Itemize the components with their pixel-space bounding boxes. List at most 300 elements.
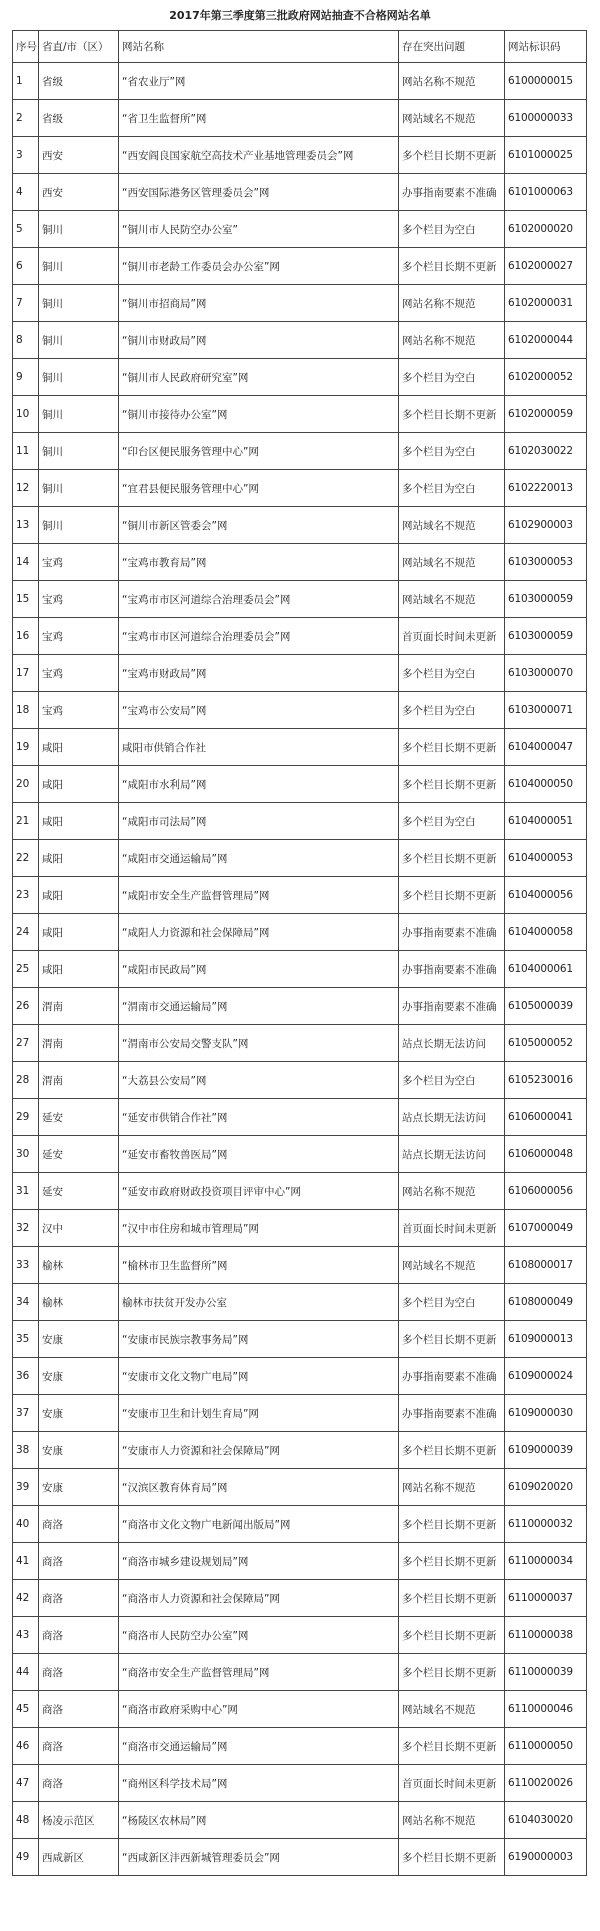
cell-serial-number: 18: [13, 692, 39, 729]
table-row: [13, 1839, 587, 1876]
cell-serial-number: 28: [13, 1062, 39, 1099]
table-body: [13, 63, 587, 1876]
cell-website-name: “延安市供销合作社”网: [119, 1099, 399, 1136]
table-row: [13, 581, 587, 618]
table-row: [13, 1025, 587, 1062]
cell-region: 铜川: [39, 396, 119, 433]
cell-website-name: “汉中市住房和城市管理局”网: [119, 1210, 399, 1247]
cell-website-code: 6107000049: [505, 1210, 587, 1247]
cell-website-name: “铜川市接待办公室”网: [119, 396, 399, 433]
header-serial-number: 序号: [13, 31, 39, 63]
header-region: 省直/市（区）: [39, 31, 119, 63]
cell-region: 安康: [39, 1432, 119, 1469]
cell-issue: 多个栏目为空白: [399, 359, 505, 396]
cell-issue: 多个栏目长期不更新: [399, 729, 505, 766]
cell-website-name: “渭南市交通运输局”网: [119, 988, 399, 1025]
cell-website-code: 6103000070: [505, 655, 587, 692]
cell-website-code: 6102000027: [505, 248, 587, 285]
cell-website-code: 6108000049: [505, 1284, 587, 1321]
cell-serial-number: 23: [13, 877, 39, 914]
cell-serial-number: 25: [13, 951, 39, 988]
cell-website-name: “汉滨区教育体育局”网: [119, 1469, 399, 1506]
cell-website-code: 6105230016: [505, 1062, 587, 1099]
cell-serial-number: 8: [13, 322, 39, 359]
cell-issue: 多个栏目长期不更新: [399, 1321, 505, 1358]
table-row: [13, 1321, 587, 1358]
cell-website-code: 6102030022: [505, 433, 587, 470]
cell-website-code: 6102000031: [505, 285, 587, 322]
cell-website-code: 6101000063: [505, 174, 587, 211]
cell-issue: 首页面长时间未更新: [399, 1210, 505, 1247]
table-row: [13, 1432, 587, 1469]
cell-website-code: 6102000044: [505, 322, 587, 359]
cell-region: 延安: [39, 1136, 119, 1173]
cell-issue: 网站域名不规范: [399, 544, 505, 581]
cell-website-code: 6110000037: [505, 1580, 587, 1617]
cell-website-name: “咸阳人力资源和社会保障局”网: [119, 914, 399, 951]
cell-issue: 网站域名不规范: [399, 581, 505, 618]
cell-issue: 多个栏目长期不更新: [399, 1432, 505, 1469]
cell-serial-number: 19: [13, 729, 39, 766]
cell-region: 宝鸡: [39, 544, 119, 581]
cell-website-code: 6104000053: [505, 840, 587, 877]
cell-website-name: “商洛市安全生产监督管理局”网: [119, 1654, 399, 1691]
cell-website-code: 6102000020: [505, 211, 587, 248]
cell-website-name: “商洛市政府采购中心”网: [119, 1691, 399, 1728]
cell-issue: 多个栏目长期不更新: [399, 1617, 505, 1654]
cell-website-name: “延安市政府财政投资项目评审中心”网: [119, 1173, 399, 1210]
cell-website-name: “宝鸡市财政局”网: [119, 655, 399, 692]
table-row: [13, 1136, 587, 1173]
cell-website-name: 咸阳市供销合作社: [119, 729, 399, 766]
table-row: [13, 729, 587, 766]
cell-website-name: “宝鸡市市区河道综合治理委员会”网: [119, 581, 399, 618]
cell-serial-number: 3: [13, 137, 39, 174]
table-row: [13, 137, 587, 174]
cell-website-code: 6102000059: [505, 396, 587, 433]
cell-website-name: “商洛市人民防空办公室”网: [119, 1617, 399, 1654]
cell-website-name: “铜川市人民政府研究室”网: [119, 359, 399, 396]
cell-region: 榆林: [39, 1247, 119, 1284]
table-row: [13, 1099, 587, 1136]
cell-website-name: “咸阳市水利局”网: [119, 766, 399, 803]
table-row: [13, 951, 587, 988]
cell-website-code: 6109000024: [505, 1358, 587, 1395]
table-row: [13, 1469, 587, 1506]
cell-serial-number: 38: [13, 1432, 39, 1469]
cell-serial-number: 11: [13, 433, 39, 470]
cell-website-name: “印台区便民服务管理中心”网: [119, 433, 399, 470]
cell-issue: 多个栏目长期不更新: [399, 1580, 505, 1617]
cell-website-name: “咸阳市交通运输局”网: [119, 840, 399, 877]
table-row: [13, 507, 587, 544]
cell-issue: 多个栏目为空白: [399, 1062, 505, 1099]
cell-region: 铜川: [39, 211, 119, 248]
cell-region: 商洛: [39, 1543, 119, 1580]
cell-issue: 网站名称不规范: [399, 322, 505, 359]
table-row: [13, 544, 587, 581]
cell-region: 渭南: [39, 988, 119, 1025]
cell-website-name: “省卫生监督所”网: [119, 100, 399, 137]
cell-serial-number: 21: [13, 803, 39, 840]
cell-region: 西安: [39, 174, 119, 211]
cell-website-name: “大荔县公安局”网: [119, 1062, 399, 1099]
table-row: [13, 396, 587, 433]
cell-serial-number: 26: [13, 988, 39, 1025]
cell-region: 宝鸡: [39, 655, 119, 692]
cell-serial-number: 14: [13, 544, 39, 581]
table-row: [13, 1691, 587, 1728]
table-row: [13, 766, 587, 803]
cell-issue: 多个栏目长期不更新: [399, 766, 505, 803]
cell-issue: 网站域名不规范: [399, 1247, 505, 1284]
cell-issue: 办事指南要素不准确: [399, 1395, 505, 1432]
cell-website-name: “宝鸡市市区河道综合治理委员会”网: [119, 618, 399, 655]
header-website-code: 网站标识码: [505, 31, 587, 63]
cell-website-code: 6110000032: [505, 1506, 587, 1543]
cell-website-code: 6104030020: [505, 1802, 587, 1839]
cell-website-code: 6110000038: [505, 1617, 587, 1654]
cell-serial-number: 33: [13, 1247, 39, 1284]
cell-website-code: 6109000013: [505, 1321, 587, 1358]
cell-website-name: “渭南市公安局交警支队”网: [119, 1025, 399, 1062]
cell-website-name: “省农业厅”网: [119, 63, 399, 100]
cell-website-name: “安康市人力资源和社会保障局”网: [119, 1432, 399, 1469]
cell-region: 咸阳: [39, 803, 119, 840]
cell-region: 咸阳: [39, 877, 119, 914]
cell-serial-number: 35: [13, 1321, 39, 1358]
cell-region: 延安: [39, 1173, 119, 1210]
table-row: [13, 1654, 587, 1691]
cell-website-name: “铜川市老龄工作委员会办公室”网: [119, 248, 399, 285]
table-row: [13, 803, 587, 840]
cell-region: 铜川: [39, 322, 119, 359]
cell-issue: 网站域名不规范: [399, 1691, 505, 1728]
table-row: [13, 1580, 587, 1617]
cell-website-name: “商洛市文化文物广电新闻出版局”网: [119, 1506, 399, 1543]
cell-website-code: 6109000039: [505, 1432, 587, 1469]
cell-serial-number: 22: [13, 840, 39, 877]
table-row: [13, 1173, 587, 1210]
cell-website-code: 6106000056: [505, 1173, 587, 1210]
cell-website-code: 6102900003: [505, 507, 587, 544]
cell-serial-number: 30: [13, 1136, 39, 1173]
table-row: [13, 1506, 587, 1543]
cell-serial-number: 6: [13, 248, 39, 285]
cell-issue: 多个栏目长期不更新: [399, 248, 505, 285]
header-issue: 存在突出问题: [399, 31, 505, 63]
cell-serial-number: 10: [13, 396, 39, 433]
cell-serial-number: 46: [13, 1728, 39, 1765]
cell-issue: 多个栏目长期不更新: [399, 396, 505, 433]
cell-website-code: 6104000051: [505, 803, 587, 840]
table-row: [13, 470, 587, 507]
cell-issue: 多个栏目为空白: [399, 692, 505, 729]
cell-issue: 多个栏目为空白: [399, 470, 505, 507]
document-title: 2017年第三季度第三批政府网站抽查不合格网站名单: [169, 9, 431, 22]
cell-region: 咸阳: [39, 840, 119, 877]
cell-issue: 多个栏目长期不更新: [399, 1654, 505, 1691]
cell-issue: 多个栏目长期不更新: [399, 1543, 505, 1580]
table-row: [13, 914, 587, 951]
cell-website-code: 6109000030: [505, 1395, 587, 1432]
cell-region: 铜川: [39, 248, 119, 285]
cell-website-code: 6110000050: [505, 1728, 587, 1765]
cell-issue: 多个栏目长期不更新: [399, 137, 505, 174]
cell-region: 宝鸡: [39, 692, 119, 729]
table-row: [13, 359, 587, 396]
cell-region: 省级: [39, 63, 119, 100]
cell-serial-number: 29: [13, 1099, 39, 1136]
table-row: [13, 1062, 587, 1099]
cell-region: 西安: [39, 137, 119, 174]
table-row: [13, 877, 587, 914]
cell-website-code: 6106000048: [505, 1136, 587, 1173]
cell-region: 西咸新区: [39, 1839, 119, 1876]
cell-region: 延安: [39, 1099, 119, 1136]
cell-website-code: 6104000056: [505, 877, 587, 914]
cell-region: 渭南: [39, 1025, 119, 1062]
cell-website-name: “咸阳市司法局”网: [119, 803, 399, 840]
cell-issue: 多个栏目为空白: [399, 433, 505, 470]
cell-issue: 网站域名不规范: [399, 507, 505, 544]
cell-region: 铜川: [39, 359, 119, 396]
cell-serial-number: 15: [13, 581, 39, 618]
cell-serial-number: 39: [13, 1469, 39, 1506]
cell-serial-number: 32: [13, 1210, 39, 1247]
cell-website-name: “宜君县便民服务管理中心”网: [119, 470, 399, 507]
noncompliant-websites-table: [12, 30, 587, 1876]
cell-website-code: 6103000053: [505, 544, 587, 581]
table-row: [13, 1210, 587, 1247]
cell-issue: 多个栏目为空白: [399, 1284, 505, 1321]
cell-website-code: 6103000059: [505, 581, 587, 618]
cell-website-code: 6190000003: [505, 1839, 587, 1876]
cell-issue: 首页面长时间未更新: [399, 618, 505, 655]
cell-website-name: “商州区科学技术局”网: [119, 1765, 399, 1802]
cell-region: 安康: [39, 1395, 119, 1432]
cell-serial-number: 17: [13, 655, 39, 692]
table-row: [13, 1247, 587, 1284]
cell-serial-number: 49: [13, 1839, 39, 1876]
cell-region: 咸阳: [39, 766, 119, 803]
cell-website-code: 6103000071: [505, 692, 587, 729]
cell-website-name: “西安国际港务区管理委员会”网: [119, 174, 399, 211]
cell-website-name: “铜川市财政局”网: [119, 322, 399, 359]
cell-region: 商洛: [39, 1765, 119, 1802]
cell-serial-number: 24: [13, 914, 39, 951]
cell-region: 安康: [39, 1469, 119, 1506]
cell-website-name: “安康市卫生和计划生育局”网: [119, 1395, 399, 1432]
cell-website-name: 榆林市扶贫开发办公室: [119, 1284, 399, 1321]
cell-region: 商洛: [39, 1654, 119, 1691]
cell-website-name: “杨陵区农林局”网: [119, 1802, 399, 1839]
cell-issue: 多个栏目长期不更新: [399, 877, 505, 914]
cell-issue: 站点长期无法访问: [399, 1025, 505, 1062]
cell-serial-number: 34: [13, 1284, 39, 1321]
cell-region: 商洛: [39, 1617, 119, 1654]
cell-website-code: 6101000025: [505, 137, 587, 174]
cell-website-code: 6102000052: [505, 359, 587, 396]
table-row: [13, 1617, 587, 1654]
cell-issue: 办事指南要素不准确: [399, 914, 505, 951]
cell-issue: 多个栏目长期不更新: [399, 1839, 505, 1876]
cell-serial-number: 44: [13, 1654, 39, 1691]
cell-issue: 网站名称不规范: [399, 1469, 505, 1506]
cell-website-name: “西咸新区沣西新城管理委员会”网: [119, 1839, 399, 1876]
cell-website-code: 6100000033: [505, 100, 587, 137]
cell-serial-number: 43: [13, 1617, 39, 1654]
cell-region: 铜川: [39, 470, 119, 507]
cell-issue: 站点长期无法访问: [399, 1099, 505, 1136]
cell-region: 铜川: [39, 285, 119, 322]
cell-website-code: 6110020026: [505, 1765, 587, 1802]
cell-website-code: 6102220013: [505, 470, 587, 507]
table-header-row: [13, 31, 587, 63]
table-row: [13, 285, 587, 322]
cell-website-code: 6105000052: [505, 1025, 587, 1062]
table-row: [13, 840, 587, 877]
cell-serial-number: 13: [13, 507, 39, 544]
cell-serial-number: 4: [13, 174, 39, 211]
cell-serial-number: 31: [13, 1173, 39, 1210]
cell-issue: 站点长期无法访问: [399, 1136, 505, 1173]
table-row: [13, 174, 587, 211]
table-row: [13, 1395, 587, 1432]
cell-serial-number: 27: [13, 1025, 39, 1062]
cell-serial-number: 48: [13, 1802, 39, 1839]
cell-issue: 多个栏目为空白: [399, 211, 505, 248]
cell-serial-number: 45: [13, 1691, 39, 1728]
cell-issue: 网站域名不规范: [399, 100, 505, 137]
cell-serial-number: 20: [13, 766, 39, 803]
cell-region: 咸阳: [39, 729, 119, 766]
cell-serial-number: 47: [13, 1765, 39, 1802]
cell-website-code: 6105000039: [505, 988, 587, 1025]
cell-serial-number: 9: [13, 359, 39, 396]
cell-website-code: 6110000039: [505, 1654, 587, 1691]
cell-region: 汉中: [39, 1210, 119, 1247]
cell-region: 咸阳: [39, 951, 119, 988]
cell-issue: 网站名称不规范: [399, 63, 505, 100]
cell-issue: 办事指南要素不准确: [399, 988, 505, 1025]
cell-serial-number: 2: [13, 100, 39, 137]
cell-region: 商洛: [39, 1728, 119, 1765]
cell-serial-number: 5: [13, 211, 39, 248]
cell-website-code: 6100000015: [505, 63, 587, 100]
table-row: [13, 248, 587, 285]
cell-website-name: “咸阳市安全生产监督管理局”网: [119, 877, 399, 914]
cell-serial-number: 12: [13, 470, 39, 507]
cell-issue: 网站名称不规范: [399, 1802, 505, 1839]
table-row: [13, 692, 587, 729]
table-row: [13, 1543, 587, 1580]
table-row: [13, 63, 587, 100]
cell-issue: 多个栏目为空白: [399, 803, 505, 840]
cell-website-code: 6108000017: [505, 1247, 587, 1284]
table-row: [13, 1728, 587, 1765]
cell-serial-number: 16: [13, 618, 39, 655]
table-row: [13, 988, 587, 1025]
cell-website-name: “延安市畜牧兽医局”网: [119, 1136, 399, 1173]
cell-website-name: “商洛市交通运输局”网: [119, 1728, 399, 1765]
cell-issue: 网站名称不规范: [399, 1173, 505, 1210]
table-row: [13, 211, 587, 248]
cell-serial-number: 36: [13, 1358, 39, 1395]
cell-region: 渭南: [39, 1062, 119, 1099]
cell-issue: 多个栏目长期不更新: [399, 1506, 505, 1543]
cell-issue: 网站名称不规范: [399, 285, 505, 322]
cell-issue: 多个栏目为空白: [399, 655, 505, 692]
cell-issue: 多个栏目长期不更新: [399, 840, 505, 877]
cell-website-name: “咸阳市民政局”网: [119, 951, 399, 988]
table-row: [13, 433, 587, 470]
cell-region: 安康: [39, 1321, 119, 1358]
cell-region: 商洛: [39, 1580, 119, 1617]
cell-website-code: 6110000046: [505, 1691, 587, 1728]
cell-website-name: “西安阎良国家航空高技术产业基地管理委员会”网: [119, 137, 399, 174]
cell-website-code: 6104000061: [505, 951, 587, 988]
table-row: [13, 618, 587, 655]
cell-region: 榆林: [39, 1284, 119, 1321]
cell-website-code: 6106000041: [505, 1099, 587, 1136]
cell-serial-number: 41: [13, 1543, 39, 1580]
cell-region: 宝鸡: [39, 581, 119, 618]
table-row: [13, 322, 587, 359]
cell-region: 咸阳: [39, 914, 119, 951]
cell-region: 安康: [39, 1358, 119, 1395]
cell-website-name: “铜川市新区管委会”网: [119, 507, 399, 544]
cell-region: 省级: [39, 100, 119, 137]
cell-website-code: 6104000058: [505, 914, 587, 951]
cell-website-code: 6103000059: [505, 618, 587, 655]
cell-serial-number: 7: [13, 285, 39, 322]
cell-region: 杨凌示范区: [39, 1802, 119, 1839]
table-row: [13, 1802, 587, 1839]
cell-website-name: “商洛市人力资源和社会保障局”网: [119, 1580, 399, 1617]
cell-website-code: 6109020020: [505, 1469, 587, 1506]
table-row: [13, 100, 587, 137]
cell-serial-number: 37: [13, 1395, 39, 1432]
cell-website-name: “铜川市人民防空办公室”: [119, 211, 399, 248]
cell-issue: 办事指南要素不准确: [399, 951, 505, 988]
cell-region: 铜川: [39, 507, 119, 544]
header-website-name: 网站名称: [119, 31, 399, 63]
cell-website-code: 6110000034: [505, 1543, 587, 1580]
cell-issue: 多个栏目长期不更新: [399, 1728, 505, 1765]
table-row: [13, 1358, 587, 1395]
cell-website-name: “宝鸡市公安局”网: [119, 692, 399, 729]
cell-website-name: “商洛市城乡建设规划局”网: [119, 1543, 399, 1580]
cell-website-code: 6104000047: [505, 729, 587, 766]
cell-website-code: 6104000050: [505, 766, 587, 803]
cell-issue: 办事指南要素不准确: [399, 1358, 505, 1395]
cell-region: 商洛: [39, 1691, 119, 1728]
table-row: [13, 1284, 587, 1321]
cell-region: 铜川: [39, 433, 119, 470]
cell-serial-number: 40: [13, 1506, 39, 1543]
cell-website-name: “榆林市卫生监督所”网: [119, 1247, 399, 1284]
cell-serial-number: 1: [13, 63, 39, 100]
cell-issue: 首页面长时间未更新: [399, 1765, 505, 1802]
cell-region: 宝鸡: [39, 618, 119, 655]
cell-website-name: “安康市民族宗教事务局”网: [119, 1321, 399, 1358]
cell-serial-number: 42: [13, 1580, 39, 1617]
cell-website-name: “宝鸡市教育局”网: [119, 544, 399, 581]
table-row: [13, 655, 587, 692]
cell-website-name: “铜川市招商局”网: [119, 285, 399, 322]
cell-region: 商洛: [39, 1506, 119, 1543]
